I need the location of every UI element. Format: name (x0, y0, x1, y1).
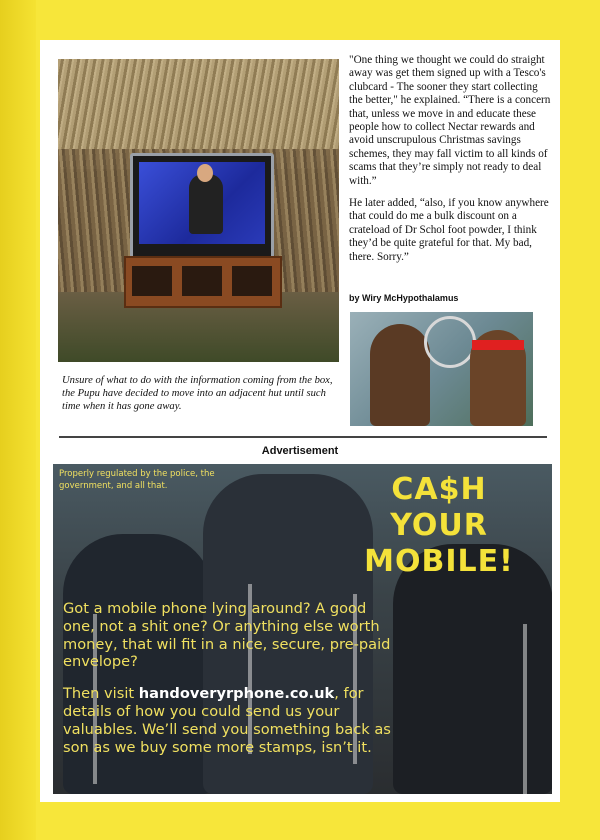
ad-headline: CA$H YOUR MOBILE! (364, 472, 514, 579)
advertisement-label: Advertisement (261, 445, 339, 457)
byline: by Wiry McHypothalamus (349, 293, 459, 303)
ad-website-link[interactable]: handoveryrphone.co.uk (138, 685, 335, 703)
ad-disclaimer: Properly regulated by the police, the government, and all that. (59, 469, 215, 491)
ad-body-paragraph: Then visit handoveryrphone.co.uk, for details of how you could send us your valuables. We’ll send you something back as son as we buy some more stamps, isn’t it. (63, 685, 391, 756)
ad-body-paragraph: Got a mobile phone lying around? A good one, not a shit one? Or anything else worth money, that wil fit in a nice, secure, pre-paid envelope? (63, 600, 391, 671)
page-edge-shadow (0, 0, 36, 840)
article-text (349, 54, 551, 273)
photo-caption: Unsure of what to do with the information coming from the box, the Pupu have decided to move into an adjacent hut until such time when it has gone away. (62, 375, 333, 412)
divider (59, 436, 547, 438)
tennis-photo (350, 312, 533, 426)
hut-tv-photo (58, 59, 339, 362)
article-sheet (40, 40, 560, 802)
article-paragraph: He later added, “also, if you know anywhere that could do me a bulk discount on a crateload of Dr Schol foot powder, I think they’d be quite grateful for that. My bad, there. Sorry.” (349, 197, 549, 263)
advertisement-banner[interactable] (53, 464, 552, 794)
tv-stand (124, 256, 282, 308)
television (130, 153, 274, 263)
article-paragraph: "One thing we thought we could do straight away was get them signed up with a Tesco's clubcard - The sooner they start collecting the better," he explained. “There is a concern that, unless we move in and educate these people how to collect Nectar rewards and avoid unscrupulous Christmas savings schemes, they may fall victim to all kinds of scams that they’re simply not ready to deal with.” (349, 54, 551, 187)
ad-body (63, 600, 393, 770)
